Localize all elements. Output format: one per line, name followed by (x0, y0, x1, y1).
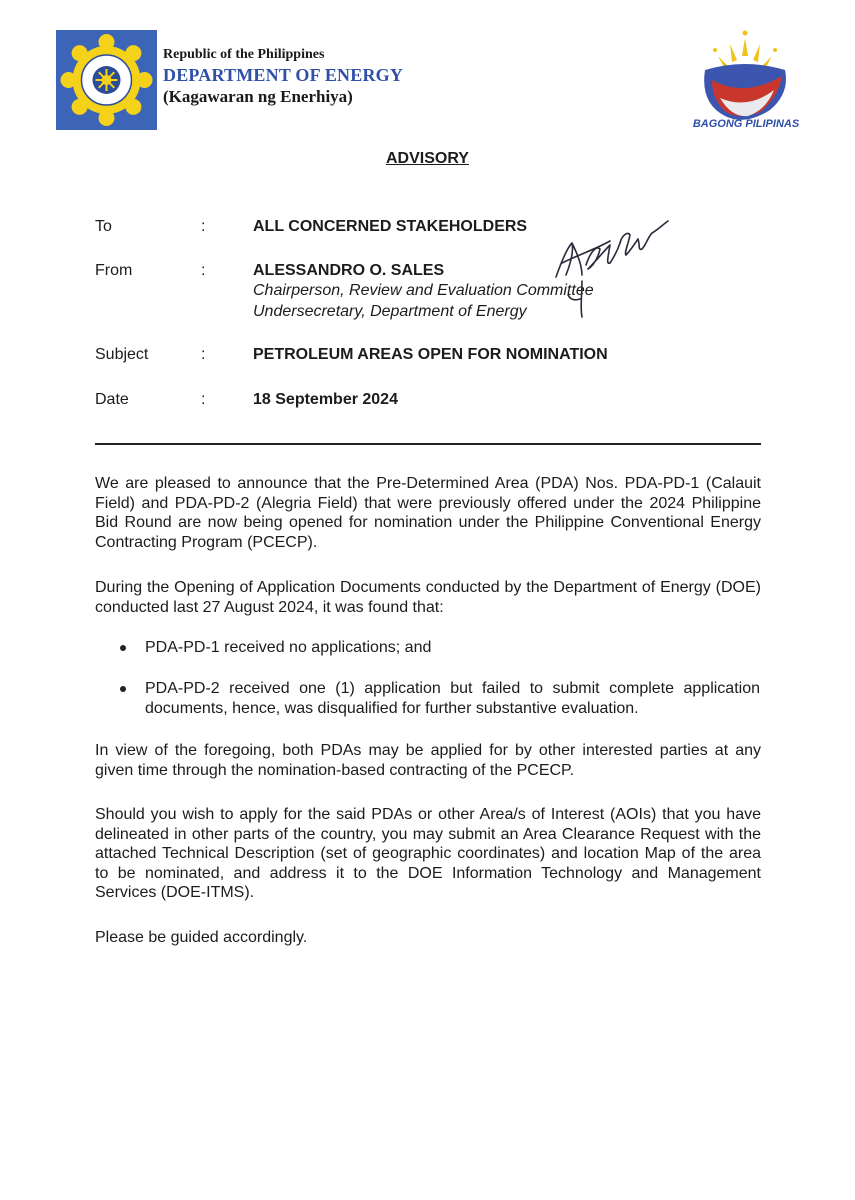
bagong-pilipinas-text: BAGONG PILIPINAS (692, 118, 800, 130)
subject-label: Subject (95, 346, 149, 363)
handwritten-signature (548, 205, 688, 325)
date-value: 18 September 2024 (253, 391, 398, 408)
from-title-1: Chairperson, Review and Evaluation Committee (253, 282, 594, 299)
paragraph-4: Should you wish to apply for the said PDAs or other Area/s of Interest (AOIs) that you have delineated in other parts of the country, you may submit an Area Clearance Request with the attached Technical Description (set of geographic coordinates) and location Map of the area to be nominated, and address it to the DOE Information Technology and Management Services (DOE-ITMS). (95, 806, 761, 901)
from-value (253, 262, 594, 322)
department-name: DEPARTMENT OF ENERGY (163, 65, 404, 85)
subject-value: PETROLEUM AREAS OPEN FOR NOMINATION (253, 346, 608, 363)
paragraph-1: We are pleased to announce that the Pre-Determined Area (PDA) Nos. PDA-PD-1 (Calauit Field) and PDA-PD-2 (Alegria Field) that were previously offered under the 2024 Philippine Bid Round are now being opened for nomination under the Philippine Conventional Energy Contracting Program (PCECP). (95, 475, 761, 551)
advisory-title: ADVISORY (386, 150, 469, 167)
bullet-text-1: PDA-PD-1 received no applications; and (145, 639, 432, 656)
republic-line: Republic of the Philippines (163, 47, 325, 62)
bullet-dot-icon (120, 645, 126, 651)
to-label: To (95, 218, 112, 235)
to-colon: : (201, 218, 206, 235)
header-divider (95, 443, 761, 445)
from-label: From (95, 262, 133, 279)
paragraph-3: In view of the foregoing, both PDAs may be applied for by other interested parties at any given time through the nomination-based contracting of the PCECP. (95, 742, 761, 779)
from-name: ALESSANDRO O. SALES (253, 262, 445, 279)
subject-colon: : (201, 346, 206, 363)
department-tagalog: (Kagawaran ng Enerhiya) (163, 87, 353, 106)
doe-seal-logo (56, 30, 157, 130)
paragraph-2: During the Opening of Application Documents conducted by the Department of Energy (DOE) conducted last 27 August 2024, it was found that: (95, 579, 761, 616)
to-value: ALL CONCERNED STAKEHOLDERS (253, 218, 528, 235)
agency-header (163, 46, 403, 108)
date-label: Date (95, 391, 129, 408)
from-colon: : (201, 262, 206, 279)
paragraph-5: Please be guided accordingly. (95, 929, 308, 946)
date-colon: : (201, 391, 206, 408)
bullet-dot-icon (120, 686, 126, 692)
bullet-text-2: PDA-PD-2 received one (1) application but failed to submit complete application documents, hence, was disqualified for further substantive evaluation. (145, 680, 760, 717)
from-title-2: Undersecretary, Department of Energy (253, 303, 527, 320)
